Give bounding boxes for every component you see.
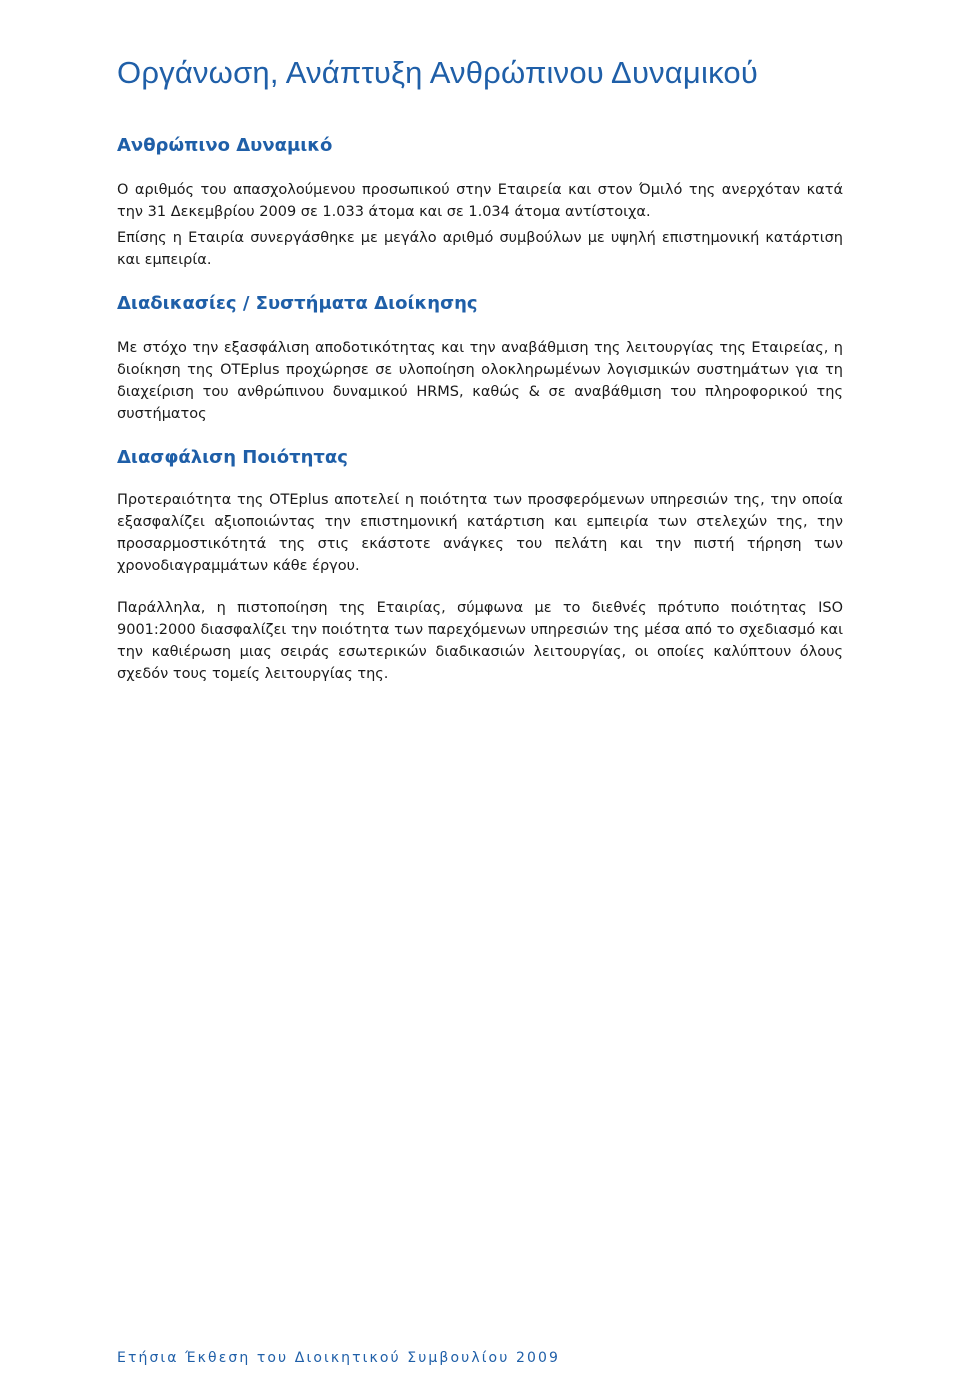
section-management-systems bbox=[117, 291, 843, 425]
paragraph: Με στόχο την εξασφάλιση αποδοτικότητας και την αναβάθμιση της λειτουργίας της Εταιρείας, η διοίκηση της OTEplus προχώρησε σε υλοποίηση ολοκληρωμένων λογισμικών συστημάτων για τη διαχείριση του ανθρώπινου δυναμικού HRMS, καθώς & σε αναβάθμιση του πληροφορικού της συστήματος bbox=[117, 340, 843, 422]
paragraph: Επίσης η Εταιρία συνεργάσθηκε με μεγάλο αριθμό συμβούλων με υψηλή επιστημονική κατάρτιση και εμπειρία. bbox=[117, 230, 843, 268]
section-heading: Διασφάλιση Ποιότητας bbox=[117, 447, 348, 468]
section-heading: Διαδικασίες / Συστήματα Διοίκησης bbox=[117, 293, 478, 314]
section-human-resources bbox=[117, 133, 843, 271]
section-heading: Ανθρώπινο Δυναμικό bbox=[117, 135, 333, 156]
paragraph: Προτεραιότητα της OTEplus αποτελεί η ποιότητα των προσφερόμενων υπηρεσιών της, την οποία εξασφαλίζει αξιοποιώντας την επιστημονική κατάρτιση και εμπειρία των στελεχών της, την προσαρμοστικότητά της στις εκάστοτε ανάγκες του πελάτη και την πιστή τήρηση των χρονοδιαγραμμάτων κάθε έργου. bbox=[117, 492, 843, 574]
page-title: Οργάνωση, Ανάπτυξη Ανθρώπινου Δυναμικού bbox=[117, 55, 758, 90]
page-footer: Ετήσια Έκθεση του Διοικητικού Συμβουλίου 2009 bbox=[117, 1350, 561, 1366]
paragraph: Ο αριθμός του απασχολούμενου προσωπικού στην Εταιρεία και στον Όμιλό της ανερχόταν κατά την 31 Δεκεμβρίου 2009 σε 1.033 άτομα και σε 1.034 άτομα αντίστοιχα. bbox=[117, 182, 843, 220]
paragraph: Παράλληλα, η πιστοποίηση της Εταιρίας, σύμφωνα με το διεθνές πρότυπο ποιότητας ISO 9001:2000 διασφαλίζει την ποιότητα των παρεχόμενων υπηρεσιών της μέσα από το σχεδιασμό και την καθιέρωση μιας σειράς εσωτερικών διαδικασιών λειτουργίας, οι οποίες καλύπτουν όλους σχεδόν τους τομείς λειτουργίας της. bbox=[117, 600, 843, 682]
section-quality-assurance bbox=[117, 445, 843, 685]
document-body bbox=[117, 133, 843, 685]
